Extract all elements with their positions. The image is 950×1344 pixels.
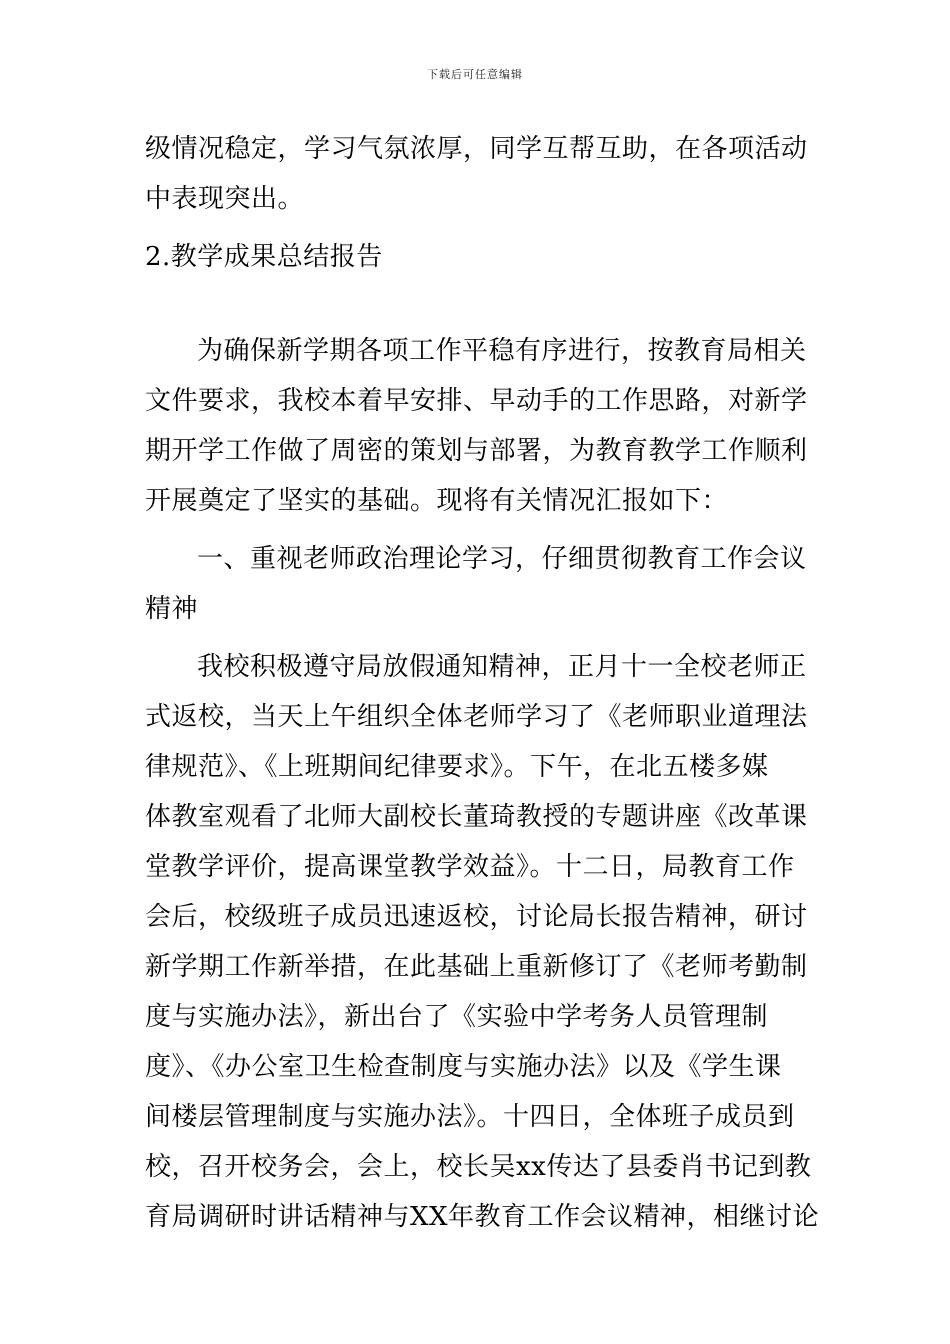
body-line: 式返校，当天上午组织全体老师学习了《老师职业道理法 xyxy=(145,702,808,732)
document-body xyxy=(145,124,820,1242)
intro-line: 期开学工作做了周密的策划与部署，为教育教学工作顺利 xyxy=(145,436,808,466)
body-line: 律规范》、《上班期间纪律要求》。下午，在北五楼多媒 xyxy=(145,752,769,782)
body-line: 新学期工作新举措，在此基础上重新修订了《老师考勤制 xyxy=(145,952,808,982)
carryover-line: 级情况稳定，学习气氛浓厚，同学互帮互助，在各项活动 xyxy=(145,134,808,164)
section-heading: 精神 xyxy=(145,594,199,624)
body-line: 度与实施办法》，新出台了《实验中学考务人员管理制 xyxy=(145,1002,769,1032)
body-line: 我校积极遵守局放假通知精神，正月十一全校老师正 xyxy=(197,652,807,682)
section-heading: 一、重视老师政治理论学习，仔细贯彻教育工作会议 xyxy=(197,544,807,574)
intro-line: 为确保新学期各项工作平稳有序进行，按教育局相关 xyxy=(197,336,807,366)
section-title: 2.教学成果总结报告 xyxy=(145,242,383,272)
carryover-line: 中表现突出。 xyxy=(145,184,305,214)
page-header-note: 下载后可任意编辑 xyxy=(427,68,523,81)
body-line: 会后，校级班子成员迅速返校，讨论局长报告精神，研讨 xyxy=(145,902,808,932)
body-line: 度》、《办公室卫生检查制度与实施办法》以及《学生课 xyxy=(145,1052,782,1082)
intro-line: 文件要求，我校本着早安排、早动手的工作思路，对新学 xyxy=(145,386,808,416)
body-line: 间楼层管理制度与实施办法》。十四日，全体班子成员到 xyxy=(145,1102,795,1132)
body-line: 体教室观看了北师大副校长董琦教授的专题讲座《改革课 xyxy=(145,802,808,832)
body-line: 堂教学评价，提高课堂教学效益》。十二日，局教育工作 xyxy=(145,852,795,882)
body-line: 校，召开校务会，会上，校长吴xx传达了县委肖书记到教 xyxy=(145,1152,812,1182)
intro-line: 开展奠定了坚实的基础。现将有关情况汇报如下： xyxy=(145,486,729,516)
body-line: 育局调研时讲话精神与XX年教育工作会议精神，相继讨论 xyxy=(145,1202,820,1232)
